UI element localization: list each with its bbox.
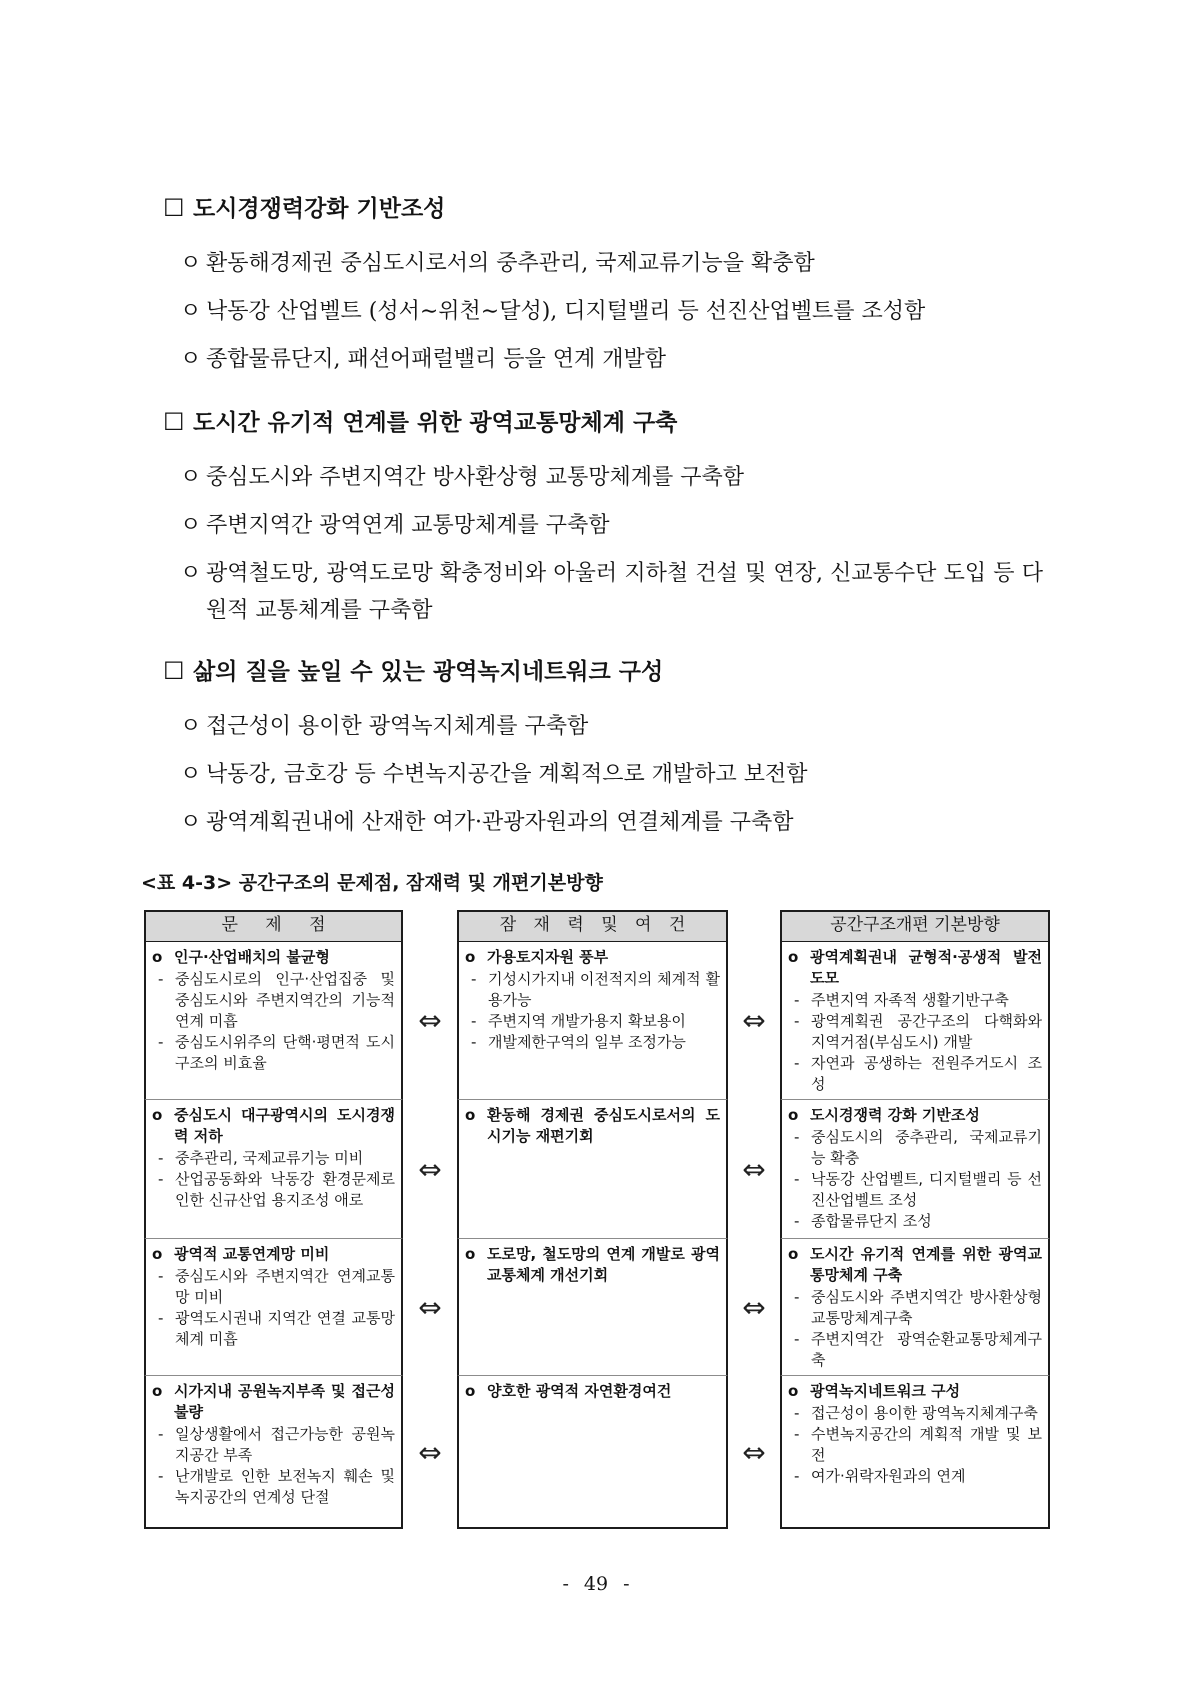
title-marker: o bbox=[465, 948, 476, 966]
section-heading-text: 삶의 질을 높일 수 있는 광역녹지네트워크 구성 bbox=[193, 658, 664, 685]
cell-title bbox=[465, 947, 720, 968]
cell-title bbox=[465, 1105, 720, 1147]
cell-item-text: 자연과 공생하는 전원주거도시 조성 bbox=[811, 1054, 1042, 1093]
bullet-item bbox=[163, 507, 1043, 544]
cell-item-text: 개발제한구역의 일부 조정가능 bbox=[488, 1033, 686, 1051]
double-arrow-icon: ⇔ bbox=[742, 1435, 766, 1469]
checkbox-icon: ☐ bbox=[163, 657, 185, 685]
bullet-text: 광역철도망, 광역도로망 확충정비와 아울러 지하철 건설 및 연장, 신교통수단 도입 등 다원적 교통체계를 구축함 bbox=[206, 561, 1043, 623]
bullet-text: 낙동강, 금호강 등 수변녹지공간을 계획적으로 개발하고 보전함 bbox=[206, 762, 808, 787]
header-directions: 공간구조개편 기본방향 bbox=[780, 910, 1050, 942]
cell-item-text: 종합물류단지 조성 bbox=[811, 1212, 932, 1230]
item-marker: - bbox=[158, 1033, 164, 1051]
bullet-item bbox=[163, 293, 1043, 330]
cell-title-text: 광역적 교통연계망 미비 bbox=[174, 1245, 330, 1263]
item-marker: - bbox=[794, 991, 800, 1009]
item-marker: - bbox=[158, 1170, 164, 1188]
direction-cell bbox=[780, 1100, 1050, 1239]
cell-item bbox=[152, 1308, 395, 1350]
title-marker: o bbox=[788, 1245, 799, 1263]
cell-title-text: 중심도시 대구광역시의 도시경쟁력 저하 bbox=[174, 1106, 395, 1145]
cell-item-text: 산업공동화와 낙동강 환경문제로 인한 신규산업 용지조성 애로 bbox=[175, 1170, 395, 1209]
cell-item bbox=[152, 1424, 395, 1466]
spatial-structure-table bbox=[144, 910, 1050, 1529]
problem-cell bbox=[144, 942, 403, 1100]
item-marker: - bbox=[471, 970, 477, 988]
cell-title bbox=[465, 1381, 720, 1402]
cell-item-text: 일상생활에서 접근가능한 공원녹지공간 부족 bbox=[175, 1425, 395, 1464]
cell-item-text: 주변지역간 광역순환교통망체계구축 bbox=[811, 1330, 1042, 1369]
header-potentials: 잠 재 력 및 여 건 bbox=[457, 910, 728, 942]
checkbox-icon: ☐ bbox=[163, 408, 185, 436]
title-marker: o bbox=[152, 1106, 163, 1124]
item-marker: - bbox=[158, 1149, 164, 1167]
cell-title bbox=[788, 947, 1042, 989]
checkbox-icon: ☐ bbox=[163, 194, 185, 222]
item-marker: - bbox=[794, 1404, 800, 1422]
cell-title-text: 광역녹지네트워크 구성 bbox=[810, 1382, 961, 1400]
title-marker: o bbox=[788, 948, 799, 966]
title-marker: o bbox=[152, 1245, 163, 1263]
cell-item bbox=[152, 1466, 395, 1508]
cell-item bbox=[788, 1011, 1042, 1053]
cell-item bbox=[788, 1169, 1042, 1211]
double-arrow-icon: ⇔ bbox=[742, 1004, 766, 1037]
bullet-marker: ㅇ bbox=[180, 251, 202, 276]
double-arrow-icon: ⇔ bbox=[742, 1152, 766, 1186]
bullet-marker: ㅇ bbox=[180, 762, 202, 787]
double-arrow-icon: ⇔ bbox=[418, 1435, 442, 1469]
cell-item-text: 기성시가지내 이전적지의 체계적 활용가능 bbox=[488, 970, 720, 1009]
cell-item bbox=[152, 1266, 395, 1308]
header-problems: 문 제 점 bbox=[144, 910, 403, 942]
item-marker: - bbox=[794, 1467, 800, 1485]
bullet-text: 낙동강 산업벨트 (성서∼위천∼달성), 디지털밸리 등 선진산업벨트를 조성함 bbox=[206, 299, 926, 324]
bullet-item bbox=[163, 804, 1043, 841]
item-marker: - bbox=[158, 1467, 164, 1485]
cell-title bbox=[788, 1244, 1042, 1286]
cell-item bbox=[465, 1011, 720, 1032]
cell-item bbox=[152, 1169, 395, 1211]
cell-title-text: 인구·산업배치의 불균형 bbox=[174, 948, 330, 966]
bullet-marker: ㅇ bbox=[180, 299, 202, 324]
section-heading-text: 도시간 유기적 연계를 위한 광역교통망체계 구축 bbox=[193, 409, 678, 436]
item-marker: - bbox=[794, 1288, 800, 1306]
cell-item-text: 중심도시위주의 단핵·평면적 도시구조의 비효율 bbox=[175, 1033, 395, 1072]
bullet-marker: ㅇ bbox=[180, 347, 202, 372]
cell-item bbox=[465, 1032, 720, 1053]
cell-item bbox=[152, 1032, 395, 1074]
section-heading bbox=[163, 190, 1043, 227]
cell-item-text: 광역도시권내 지역간 연결 교통망 체계 미흡 bbox=[175, 1309, 395, 1348]
cell-item-text: 수변녹지공간의 계획적 개발 및 보전 bbox=[811, 1425, 1042, 1464]
bullet-text: 환동해경제권 중심도시로서의 중추관리, 국제교류기능을 확충함 bbox=[206, 251, 815, 276]
cell-title-text: 광역계획권내 균형적·공생적 발전 도모 bbox=[810, 948, 1042, 987]
title-marker: o bbox=[788, 1106, 799, 1124]
title-marker: o bbox=[465, 1382, 476, 1400]
cell-item-text: 낙동강 산업벨트, 디지털밸리 등 선진산업벨트 조성 bbox=[811, 1170, 1042, 1209]
bullet-text: 주변지역간 광역연계 교통망체계를 구축함 bbox=[206, 513, 610, 538]
item-marker: - bbox=[794, 1128, 800, 1146]
cell-title bbox=[152, 1381, 395, 1423]
bullet-item bbox=[163, 708, 1043, 745]
title-marker: o bbox=[465, 1106, 476, 1124]
cell-item bbox=[788, 990, 1042, 1011]
cell-item-text: 광역계획권 공간구조의 다핵화와 지역거점(부심도시) 개발 bbox=[811, 1012, 1042, 1051]
item-marker: - bbox=[471, 1033, 477, 1051]
title-marker: o bbox=[152, 948, 163, 966]
cell-item-text: 중추관리, 국제교류기능 미비 bbox=[175, 1149, 364, 1167]
cell-item-text: 여가·위락자원과의 연계 bbox=[811, 1467, 966, 1485]
bullet-item bbox=[163, 756, 1043, 793]
double-arrow-icon: ⇔ bbox=[418, 1004, 442, 1037]
cell-item-text: 중심도시로의 인구·산업집중 및 중심도시와 주변지역간의 기능적 연계 미흡 bbox=[175, 970, 395, 1030]
problem-cell bbox=[144, 1239, 403, 1376]
header-gap bbox=[728, 910, 780, 942]
cell-title-text: 가용토지자원 풍부 bbox=[487, 948, 609, 966]
cell-item bbox=[788, 1211, 1042, 1232]
bullet-item bbox=[163, 459, 1043, 496]
bullet-marker: ㅇ bbox=[180, 465, 202, 490]
bullet-text: 중심도시와 주변지역간 방사환상형 교통망체계를 구축함 bbox=[206, 465, 745, 490]
cell-item-text: 중심도시의 중추관리, 국제교류기능 확충 bbox=[811, 1128, 1042, 1167]
item-marker: - bbox=[794, 1425, 800, 1443]
item-marker: - bbox=[794, 1212, 800, 1230]
bullet-text: 광역계획권내에 산재한 여가·관광자원과의 연결체계를 구축함 bbox=[206, 810, 794, 835]
cell-item bbox=[788, 1053, 1042, 1095]
problem-cell bbox=[144, 1100, 403, 1239]
cell-title bbox=[152, 1244, 395, 1265]
item-marker: - bbox=[158, 1267, 164, 1285]
cell-item-text: 접근성이 용이한 광역녹지체계구축 bbox=[811, 1404, 1038, 1422]
bullet-text: 접근성이 용이한 광역녹지체계를 구축함 bbox=[206, 714, 589, 739]
bullet-text: 종합물류단지, 패션어패럴밸리 등을 연계 개발함 bbox=[206, 347, 667, 372]
cell-item bbox=[465, 969, 720, 1011]
cell-title bbox=[152, 947, 395, 968]
cell-title bbox=[152, 1105, 395, 1147]
problem-cell bbox=[144, 1376, 403, 1529]
double-arrow-icon: ⇔ bbox=[418, 1152, 442, 1186]
header-gap bbox=[403, 910, 457, 942]
bullet-marker: ㅇ bbox=[180, 810, 202, 835]
section-heading bbox=[163, 404, 1043, 441]
bullet-marker: ㅇ bbox=[180, 714, 202, 739]
direction-cell bbox=[780, 942, 1050, 1100]
potential-cell bbox=[457, 1376, 728, 1529]
cell-item bbox=[788, 1329, 1042, 1371]
cell-item-text: 중심도시와 주변지역간 방사환상형 교통망체계구축 bbox=[811, 1288, 1042, 1327]
cell-title bbox=[465, 1244, 720, 1286]
bullet-item bbox=[163, 245, 1043, 282]
cell-item-text: 중심도시와 주변지역간 연계교통망 미비 bbox=[175, 1267, 395, 1306]
cell-title-text: 도로망, 철도망의 연계 개발로 광역교통체계 개선기회 bbox=[487, 1245, 720, 1284]
cell-item-text: 난개발로 인한 보전녹지 훼손 및 녹지공간의 연계성 단절 bbox=[175, 1467, 395, 1506]
section-green-network bbox=[163, 653, 1043, 852]
cell-title bbox=[788, 1105, 1042, 1126]
item-marker: - bbox=[794, 1170, 800, 1188]
direction-cell bbox=[780, 1376, 1050, 1529]
cell-item-text: 주변지역 자족적 생활기반구축 bbox=[811, 991, 1009, 1009]
bullet-item bbox=[163, 555, 1043, 629]
cell-item bbox=[788, 1466, 1042, 1487]
cell-title-text: 양호한 광역적 자연환경여건 bbox=[487, 1382, 672, 1400]
direction-cell bbox=[780, 1239, 1050, 1376]
item-marker: - bbox=[471, 1012, 477, 1030]
title-marker: o bbox=[152, 1382, 163, 1400]
bullet-marker: ㅇ bbox=[180, 561, 202, 586]
section-heading bbox=[163, 653, 1043, 690]
cell-title-text: 도시간 유기적 연계를 위한 광역교통망체계 구축 bbox=[810, 1245, 1042, 1284]
double-arrow-icon: ⇔ bbox=[418, 1290, 442, 1324]
cell-title-text: 환동해 경제권 중심도시로서의 도시기능 재편기회 bbox=[487, 1106, 720, 1145]
title-marker: o bbox=[788, 1382, 799, 1400]
page-number: - 49 - bbox=[562, 1573, 630, 1595]
cell-title bbox=[788, 1381, 1042, 1402]
potential-cell bbox=[457, 1100, 728, 1239]
bullet-marker: ㅇ bbox=[180, 513, 202, 538]
cell-item bbox=[152, 1148, 395, 1169]
cell-item bbox=[788, 1424, 1042, 1466]
item-marker: - bbox=[158, 970, 164, 988]
potential-cell bbox=[457, 1239, 728, 1376]
section-transport bbox=[163, 404, 1043, 640]
item-marker: - bbox=[794, 1330, 800, 1348]
double-arrow-icon: ⇔ bbox=[742, 1290, 766, 1324]
cell-title-text: 도시경쟁력 강화 기반조성 bbox=[810, 1106, 980, 1124]
item-marker: - bbox=[794, 1054, 800, 1072]
section-heading-text: 도시경쟁력강화 기반조성 bbox=[193, 195, 446, 222]
cell-title-text: 시가지내 공원녹지부족 및 접근성 불량 bbox=[174, 1382, 395, 1421]
item-marker: - bbox=[158, 1309, 164, 1327]
title-marker: o bbox=[465, 1245, 476, 1263]
table-caption: <표 4-3> 공간구조의 문제점, 잠재력 및 개편기본방향 bbox=[141, 872, 603, 894]
section-competitiveness bbox=[163, 190, 1043, 389]
cell-item bbox=[788, 1127, 1042, 1169]
item-marker: - bbox=[794, 1012, 800, 1030]
potential-cell bbox=[457, 942, 728, 1100]
cell-item bbox=[788, 1403, 1042, 1424]
cell-item bbox=[788, 1287, 1042, 1329]
cell-item-text: 주변지역 개발가용지 확보용이 bbox=[488, 1012, 686, 1030]
bullet-item bbox=[163, 341, 1043, 378]
cell-item bbox=[152, 969, 395, 1032]
item-marker: - bbox=[158, 1425, 164, 1443]
